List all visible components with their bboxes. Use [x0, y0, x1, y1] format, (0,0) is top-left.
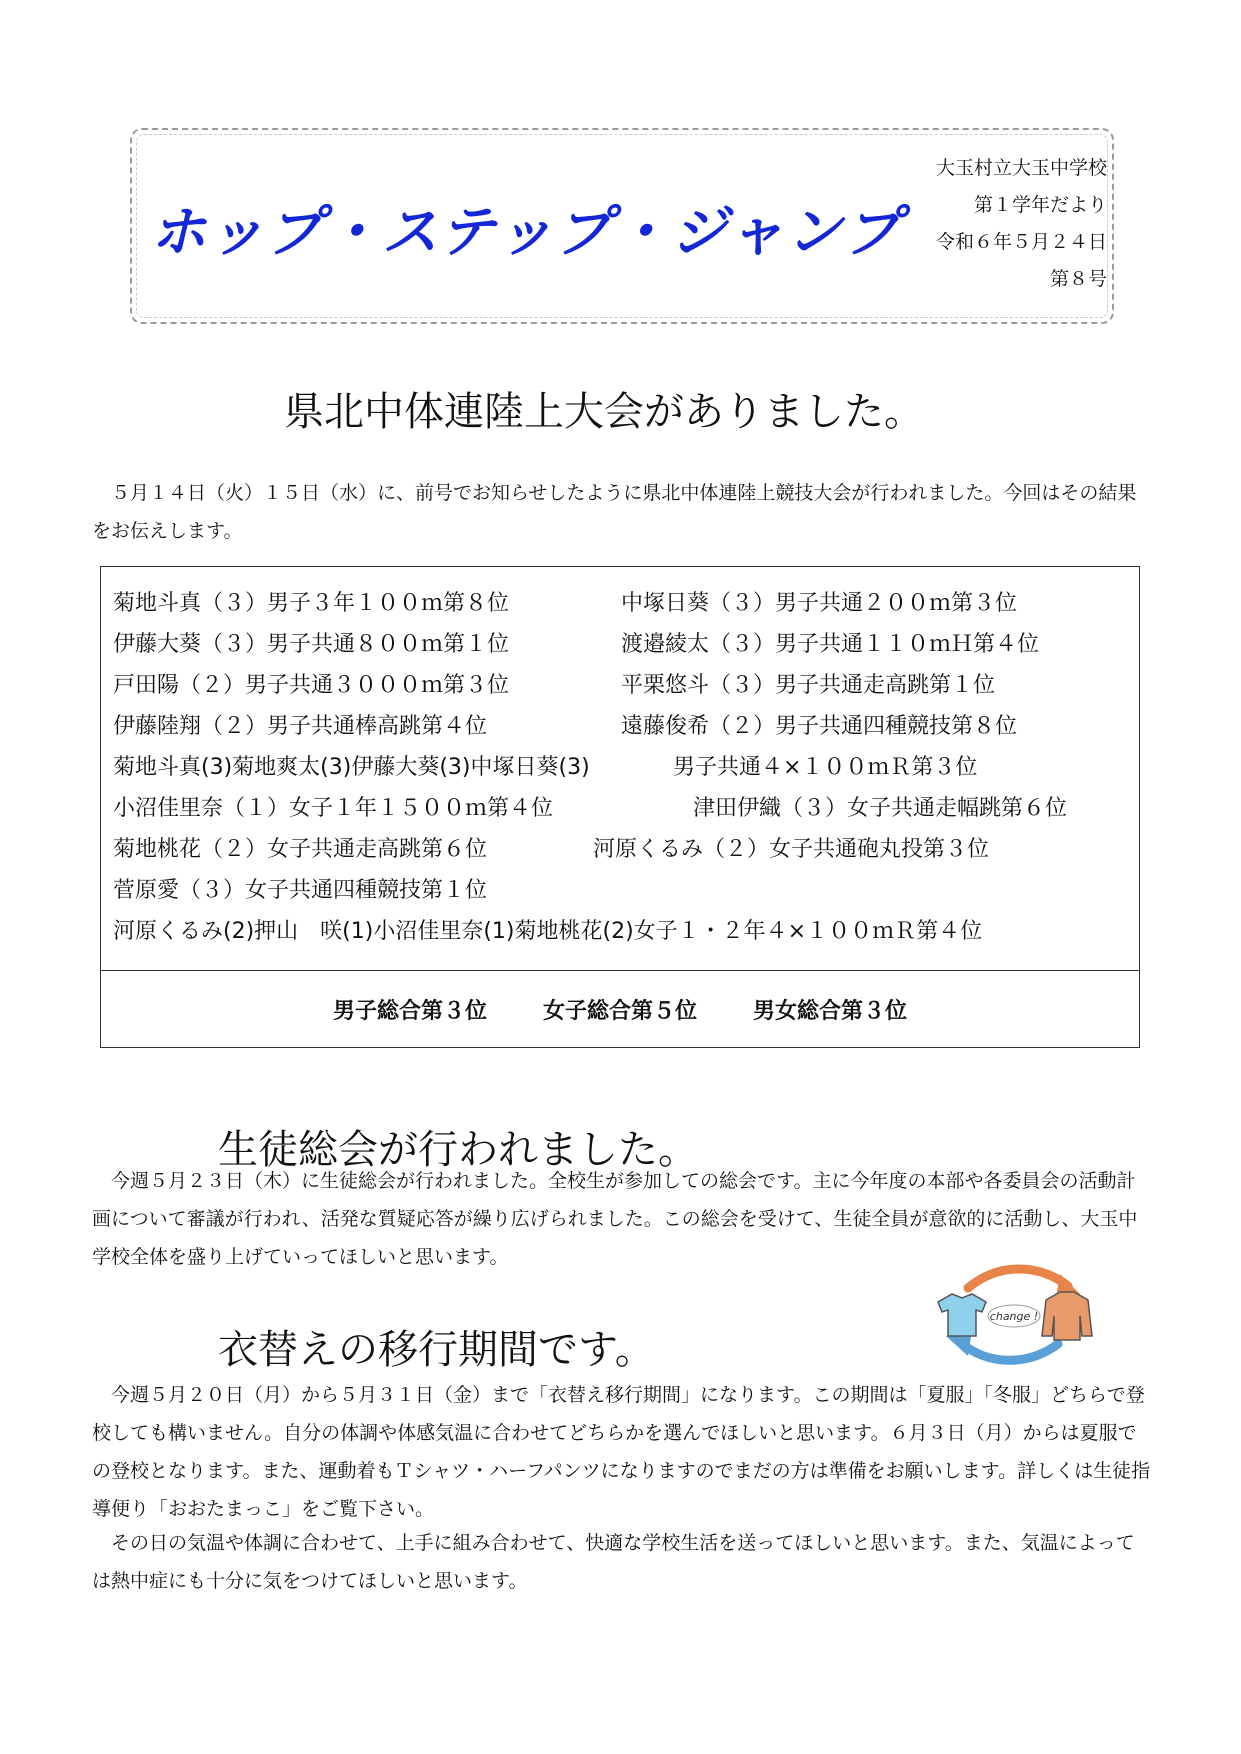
- newsletter-name: 第１学年だより: [973, 194, 1107, 216]
- school-name: 大玉村立大玉中学校: [935, 157, 1107, 179]
- assembly-paragraph: 今週５月２３日（木）に生徒総会が行われました。全校生が参加しての総会です。主に今年度の本部や各委員会の活動計画について審議が行われ、活発な質疑応答が繰り広げられました。この総会を受けて、生徒全員が意欲的に活動し、大玉中学校全体を盛り上げていってほしいと思います。: [92, 1170, 1138, 1268]
- result-right: 平栗悠斗（３）男子共通走高跳第１位: [621, 673, 996, 698]
- uniform-paragraph-1: 今週５月２０日（月）から５月３１日（金）まで「衣替え移行期間」になります。この期間は「夏服」「冬服」どちらで登校しても構いません。自分の体調や体感気温に合わせてどちらかを選んでほしいと思います。６月３日（月）からは夏服での登校となります。また、運動着もＴシャツ・ハーフパンツになりますのでまだの方は準備をお願いします。詳しくは生徒指導便り「おおたまっこ」をご覧下さい。: [92, 1384, 1151, 1520]
- results-list: [113, 583, 1127, 952]
- result-right: 津田伊織（３）女子共通走幅跳第６位: [693, 796, 1068, 821]
- result-left: 小沼佳里奈（１）女子１年１５００ｍ第４位: [113, 796, 554, 821]
- result-row: [113, 870, 1127, 911]
- result-row: [113, 829, 1127, 870]
- result-right: 男子共通４×１００ｍＲ第３位: [673, 755, 978, 780]
- sweater-icon: [1042, 1292, 1092, 1340]
- result-left: 伊藤陸翔（２）男子共通棒高跳第４位: [113, 714, 488, 739]
- results-table: [100, 566, 1140, 1048]
- newsletter-info: [936, 150, 1107, 298]
- assembly-heading: 生徒総会が行われました。: [218, 1127, 698, 1173]
- uniform-paragraph-2: その日の気温や体調に合わせて、上手に組み合わせて、快適な学校生活を送ってほしいと思います。また、気温によっては熱中症にも十分に気をつけてほしいと思います。: [92, 1532, 1135, 1592]
- girls-total: 女子総合第５位: [542, 998, 697, 1024]
- issue-date: 令和６年５月２４日: [935, 231, 1107, 253]
- tshirt-icon: [938, 1294, 986, 1336]
- result-left: 伊藤大葵（３）男子共通８００ｍ第１位: [113, 632, 510, 657]
- meet-heading: 県北中体連陸上大会がありました。: [284, 389, 924, 435]
- result-left: 菅原愛（３）女子共通四種競技第１位: [113, 878, 488, 903]
- result-right: 河原くるみ（２）女子共通砲丸投第３位: [593, 837, 990, 862]
- result-row: [113, 665, 1127, 706]
- result-left: 河原くるみ(2)押山 咲(1)小沼佳里奈(1)菊地桃花(2)女子１・２年４×１００ｍＲ第４位: [113, 919, 983, 944]
- result-right: 中塚日葵（３）男子共通２００ｍ第３位: [621, 591, 1018, 616]
- blue-arrow-icon: [960, 1342, 1058, 1360]
- result-row: [113, 706, 1127, 747]
- change-label: change !: [989, 1310, 1039, 1323]
- result-row: [113, 788, 1127, 829]
- result-row: [113, 624, 1127, 665]
- result-left: 菊地桃花（２）女子共通走高跳第６位: [113, 837, 488, 862]
- boys-total: 男子総合第３位: [332, 998, 487, 1024]
- result-right: 渡邉綾太（３）男子共通１１０ｍＨ第４位: [621, 632, 1040, 657]
- newsletter-title: ホップ・ステップ・ジャンプ: [150, 200, 902, 265]
- result-row: [113, 583, 1127, 624]
- meet-paragraph: ５月１４日（火）１５日（水）に、前号でお知らせしたように県北中体連陸上競技大会が行われました。今回はその結果をお伝えします。: [92, 482, 1137, 542]
- result-left: 菊地斗真（３）男子３年１００ｍ第８位: [113, 591, 510, 616]
- result-right: 遠藤俊希（２）男子共通四種競技第８位: [621, 714, 1018, 739]
- result-row: [113, 747, 1127, 788]
- issue-number: 第８号: [1049, 268, 1107, 290]
- results-totals: [101, 971, 1139, 1047]
- clothes-change-illustration: [928, 1258, 1098, 1370]
- result-left: 戸田陽（２）男子共通３０００ｍ第３位: [113, 673, 510, 698]
- uniform-heading: 衣替えの移行期間です。: [218, 1327, 655, 1373]
- orange-arrow-icon: [968, 1269, 1068, 1288]
- result-row: [113, 911, 1127, 952]
- overall-total: 男女総合第３位: [753, 998, 908, 1024]
- result-left: 菊地斗真(3)菊地爽太(3)伊藤大葵(3)中塚日葵(3): [113, 755, 590, 780]
